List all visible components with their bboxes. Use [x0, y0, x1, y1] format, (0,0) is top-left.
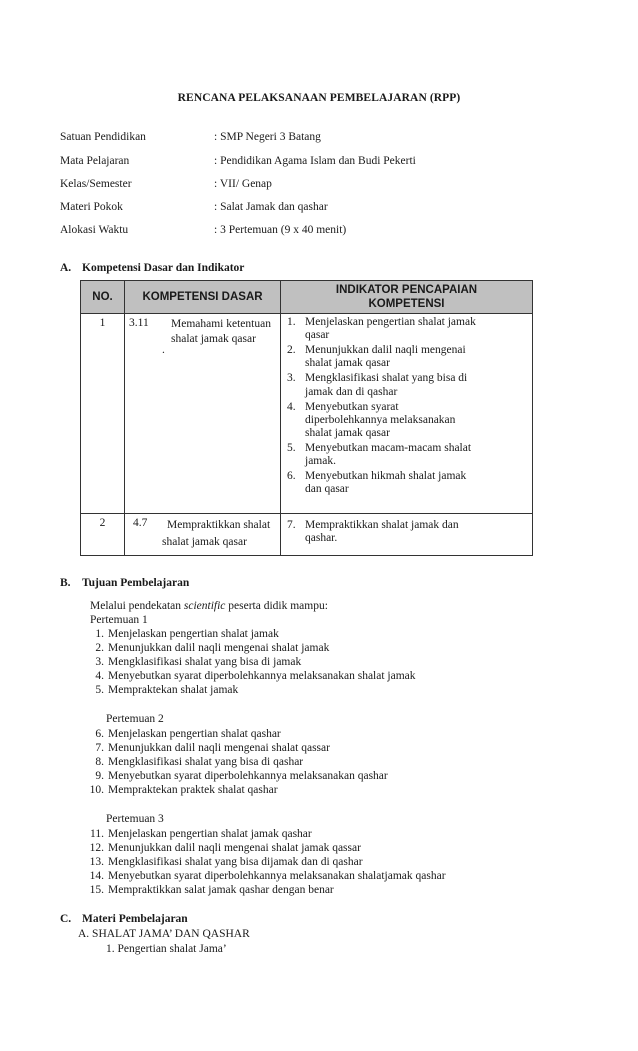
- list-item: [84, 828, 312, 840]
- list-number: 4.: [95, 670, 104, 682]
- list-item: [84, 684, 238, 696]
- kd-cell: [125, 314, 281, 514]
- indicator-item: [281, 316, 532, 342]
- value-kelas-semester: : VII/ Genap: [214, 178, 272, 190]
- list-item: [84, 870, 446, 882]
- header-no: NO.: [81, 281, 125, 314]
- indicator-line: qashar.: [305, 532, 338, 545]
- list-text: Mempraktekan shalat jamak: [108, 684, 239, 696]
- indicator-list: [281, 514, 532, 545]
- indicator-item: [281, 372, 532, 398]
- section-c-title: Materi Pembelajaran: [82, 913, 188, 925]
- kd-text-line: shalat jamak qasar: [171, 333, 256, 345]
- value-satuan-pendidikan: : SMP Negeri 3 Batang: [214, 131, 321, 143]
- list-text: Menjelaskan pengertian shalat qashar: [108, 728, 281, 740]
- indicator-item: [281, 519, 532, 545]
- list-text: Menyebutkan syarat diperbolehkannya melaksanakan qashar: [108, 770, 388, 782]
- list-text: Menunjukkan dalil naqli mengenai shalat jamak: [108, 642, 330, 654]
- indicator-line: diperbolehkannya melaksanakan: [305, 413, 456, 426]
- indicator-line: Menyebutkan macam-macam shalat: [305, 442, 472, 455]
- header-indikator-line1: INDIKATOR PENCAPAIAN: [335, 284, 478, 296]
- kd-text: [163, 317, 271, 347]
- pertemuan-3-label: Pertemuan 3: [106, 813, 164, 825]
- list-item: [84, 856, 363, 868]
- indicator-line: Mempraktikkan shalat jamak dan: [305, 519, 459, 531]
- list-number: 3.: [95, 656, 104, 668]
- row-number: 2: [81, 514, 125, 556]
- intro-text-part: Melalui pendekatan: [90, 600, 184, 612]
- kd-text: [159, 517, 270, 551]
- kd-text-line: Memahami ketentuan: [171, 318, 271, 330]
- indicator-line: Menjelaskan pengertian shalat jamak: [305, 316, 476, 328]
- indicator-number: 5.: [287, 442, 296, 455]
- indicator-cell: [281, 514, 533, 556]
- list-item: [84, 770, 388, 782]
- pertemuan-1-label: Pertemuan 1: [90, 614, 148, 626]
- list-item: [84, 670, 416, 682]
- indicator-line: Menyebutkan syarat: [305, 400, 399, 413]
- list-number: 7.: [95, 742, 104, 754]
- list-number: 8.: [95, 756, 104, 768]
- section-b-heading: [60, 577, 189, 589]
- list-text: Mempraktekan praktek shalat qashar: [108, 784, 278, 796]
- list-text: Menyebutkan syarat diperbolehkannya melaksanakan shalatjamak qashar: [108, 870, 446, 882]
- label-satuan-pendidikan: Satuan Pendidikan: [60, 131, 146, 143]
- list-text: Mengklasifikasi shalat yang bisa dijamak dan di qashar: [108, 856, 363, 868]
- indicator-line: Menyebutkan hikmah shalat jamak: [305, 470, 467, 483]
- indicator-line: qasar: [305, 329, 330, 342]
- row-number: 1: [81, 314, 125, 514]
- value-mata-pelajaran: : Pendidikan Agama Islam dan Budi Pekerti: [214, 155, 416, 167]
- list-number: 15.: [89, 884, 104, 896]
- list-item: [84, 742, 330, 754]
- list-text: Mempraktikkan salat jamak qashar dengan benar: [108, 884, 334, 896]
- list-text: Mengklasifikasi shalat yang bisa di qashar: [108, 756, 304, 768]
- indicator-number: 3.: [287, 372, 296, 385]
- list-item: [84, 656, 301, 668]
- label-mata-pelajaran: Mata Pelajaran: [60, 155, 130, 167]
- kd-text-line: shalat jamak qasar: [162, 536, 247, 548]
- intro-text-italic: scientific: [183, 600, 226, 612]
- kd-number: 4.7: [133, 517, 148, 529]
- kd-number: 3.11: [129, 317, 149, 329]
- list-number: 10.: [89, 784, 104, 796]
- list-number: 2.: [95, 642, 104, 654]
- list-text: Menunjukkan dalil naqli mengenai shalat jamak qassar: [108, 842, 361, 854]
- indicator-cell: [281, 314, 533, 514]
- list-number: 5.: [95, 684, 104, 696]
- indicator-item: [281, 442, 532, 468]
- list-text: Menunjukkan dalil naqli mengenai shalat qassar: [108, 742, 330, 754]
- table-row: [81, 314, 533, 514]
- intro-text: [90, 600, 328, 612]
- header-indikator: [281, 281, 533, 314]
- section-c-heading: [60, 913, 188, 925]
- indicator-item: [281, 401, 532, 441]
- list-item: [84, 784, 278, 796]
- indicator-item: [281, 344, 532, 370]
- list-item: [84, 756, 303, 768]
- indicator-line: jamak dan di qashar: [305, 385, 398, 398]
- pertemuan-2-label: Pertemuan 2: [106, 713, 164, 725]
- list-number: 13.: [89, 856, 104, 868]
- indicator-number: 2.: [287, 344, 296, 357]
- table-row: [81, 514, 533, 556]
- list-number: 1.: [95, 628, 104, 640]
- document-title: RENCANA PELAKSANAAN PEMBELAJARAN (RPP): [177, 92, 461, 104]
- section-a-letter: A.: [60, 262, 72, 274]
- list-number: 11.: [90, 828, 104, 840]
- list-item: [84, 884, 334, 896]
- list-number: 6.: [95, 728, 104, 740]
- list-text: Menyebutkan syarat diperbolehkannya melaksanakan shalat jamak: [108, 670, 416, 682]
- materi-subheading: A. SHALAT JAMA’ DAN QASHAR: [78, 928, 250, 940]
- indicator-number: 1.: [287, 316, 296, 328]
- value-materi-pokok: : Salat Jamak dan qashar: [214, 201, 328, 213]
- list-number: 12.: [89, 842, 104, 854]
- kd-text-line: Mempraktikkan shalat: [167, 519, 271, 531]
- list-item: [84, 842, 361, 854]
- section-a-title: Kompetensi Dasar dan Indikator: [82, 262, 245, 274]
- indicator-item: [281, 470, 532, 496]
- list-item: [84, 642, 329, 654]
- competency-table: [80, 280, 533, 556]
- header-indikator-line2: KOMPETENSI: [368, 298, 445, 310]
- label-kelas-semester: Kelas/Semester: [60, 178, 132, 190]
- indicator-line: jamak.: [305, 455, 336, 468]
- indicator-line: dan qasar: [305, 483, 349, 496]
- kd-cell: [125, 514, 281, 556]
- indicator-line: shalat jamak qasar: [305, 357, 390, 370]
- indicator-line: Menunjukkan dalil naqli mengenai: [305, 344, 466, 357]
- list-item: [84, 728, 281, 740]
- indicator-line: shalat jamak qasar: [305, 427, 390, 440]
- list-text: Menjelaskan pengertian shalat jamak qashar: [108, 828, 312, 840]
- label-alokasi-waktu: Alokasi Waktu: [60, 224, 129, 236]
- header-kompetensi-dasar: KOMPETENSI DASAR: [125, 281, 281, 314]
- list-text: Mengklasifikasi shalat yang bisa di jamak: [108, 656, 302, 668]
- list-number: 14.: [89, 870, 104, 882]
- list-number: 9.: [95, 770, 104, 782]
- section-b-letter: B.: [60, 577, 71, 589]
- list-item: [84, 628, 279, 640]
- intro-text-part: peserta didik mampu:: [225, 600, 328, 612]
- materi-item: 1. Pengertian shalat Jama’: [106, 943, 227, 955]
- indicator-number: 7.: [287, 519, 296, 531]
- section-a-heading: [60, 262, 244, 274]
- value-alokasi-waktu: : 3 Pertemuan (9 x 40 menit): [214, 224, 347, 236]
- label-materi-pokok: Materi Pokok: [60, 201, 123, 213]
- section-b-title: Tujuan Pembelajaran: [82, 577, 190, 589]
- indicator-number: 4.: [287, 400, 296, 413]
- indicator-number: 6.: [287, 470, 296, 483]
- indicator-line: Mengklasifikasi shalat yang bisa di: [305, 372, 468, 385]
- section-c-letter: C.: [60, 913, 72, 925]
- kd-dot: .: [162, 344, 165, 356]
- table-header-row: [81, 281, 533, 314]
- list-text: Menjelaskan pengertian shalat jamak: [108, 628, 279, 640]
- indicator-list: [281, 314, 532, 497]
